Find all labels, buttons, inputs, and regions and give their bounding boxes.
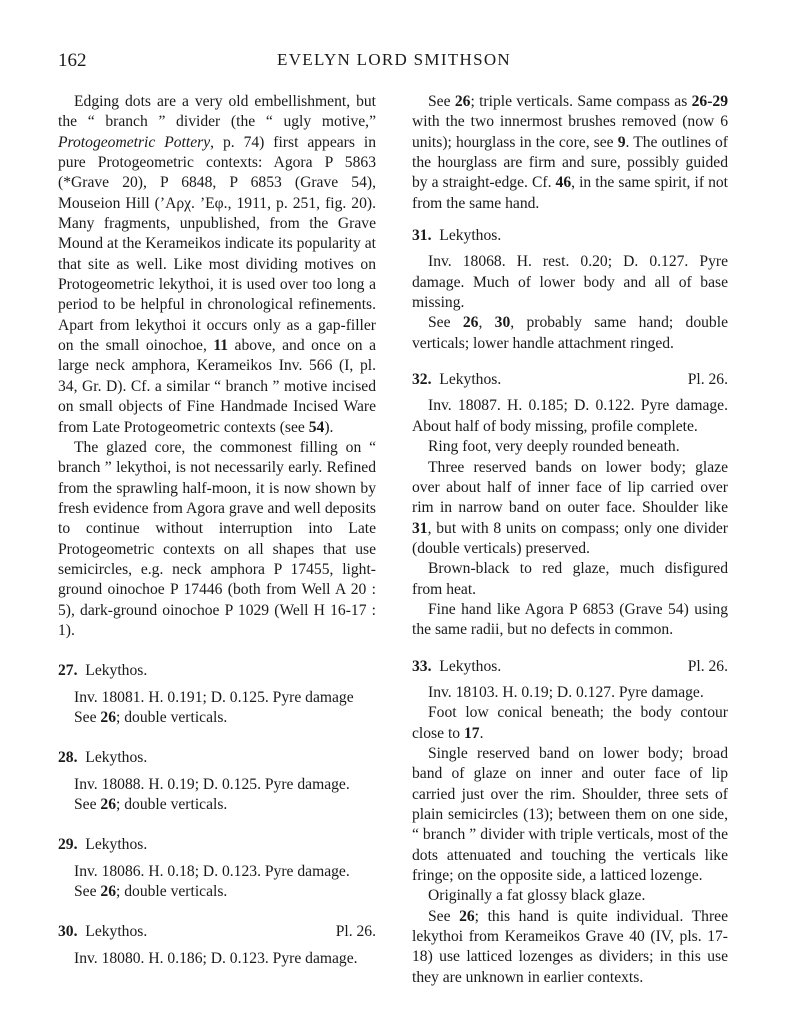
entry-description: Inv. 18103. H. 0.19; D. 0.127. Pyre damage. [428,683,704,701]
paragraph-glazed-core: The glazed core, the commonest filling on “ branch ” lekythoi, is not necessarily early. Refined from the sprawling half-moon, it is now shown by fresh evidence from Agora grave and well deposits to continue without interruption into Late Protogeometric contexts on all shapes that use semicircles, e.g. neck amphora P 17455, light-ground oinochoe P 17446 (both from Well A 20 : 5), dark-ground oinochoe P 1029 (Well H 16-17 : 1). [58,438,376,639]
plate-reference: Pl. 26. [335,923,376,941]
entry-glaze: Originally a fat glossy black glaze. [428,887,646,905]
entry-heading: 33. Lekythos. Pl. 26. [412,657,728,677]
entry-heading: 32. Lekythos. Pl. 26. [412,370,728,390]
entry-number: 31. [412,227,432,245]
entry-number: 29. [58,836,78,854]
entry-glaze: Brown-black to red glaze, much disfigured from heat. [412,560,728,598]
plate-reference: Pl. 26. [687,371,728,389]
catalogue-entry-28 [58,748,376,815]
left-column [58,92,376,969]
entry-description: Inv. 18088. H. 0.19; D. 0.125. Pyre damage. [74,775,350,793]
catalogue-entry-29 [58,835,376,902]
plate-reference: Pl. 26. [687,657,728,675]
entry-attribution: Fine hand like Agora P 6853 (Grave 54) using the same radii, but no defects in common. [412,600,728,639]
entry-decoration: Three reserved bands on lower body; glaze over about half of inner face of lip carried over rim in narrow band on outer face. Shoulder like 31, but with 8 units on compass; only one divider (double verticals) preserved. [412,458,728,557]
entry-number: 27. [58,662,78,680]
entry-description: Inv. 18081. H. 0.191; D. 0.125. Pyre damage [74,688,354,706]
entry-number: 30. [58,923,78,941]
entry-heading: 29. Lekythos. [58,836,148,854]
entry-reference: See 26, 30, probably same hand; double verticals; lower handle attachment ringed. [412,314,728,352]
entry-number: 33. [412,657,432,675]
entry-number: 28. [58,749,78,767]
running-head: EVELYN LORD SMITHSON [277,50,511,69]
entry-reference: See 26; double verticals. [74,796,228,813]
catalogue-entry-30 [58,922,376,969]
entry-number: 32. [412,371,432,389]
entry-description: Inv. 18080. H. 0.186; D. 0.123. Pyre damage. [74,949,358,967]
entry-description: Inv. 18087. H. 0.185; D. 0.122. Pyre damage. About half of body missing, profile complete. [412,397,728,435]
catalogue-entry-31 [412,226,728,354]
entry-heading: 31. Lekythos. [412,227,502,245]
entry-reference: See 26; double verticals. [74,708,228,726]
page-header [58,50,730,76]
entry-foot: Foot low conical beneath; the body contour close to 17. [412,704,728,742]
entry-description: Inv. 18086. H. 0.18; D. 0.123. Pyre damage. [74,862,350,880]
entry-attribution: See 26; this hand is quite individual. Three lekythoi from Kerameikos Grave 40 (IV, pls. 17-18) use latticed lozenges as dividers; in this use they are unknown in earlier contexts. [412,907,728,986]
paragraph-branch-divider: Edging dots are a very old embellishment, but the “ branch ” divider (the “ ugly motive,” Protogeometric Pottery, p. 74) first appears in pure Protogeometric contexts: Agora P 5863 (*Grave 20), P 6848, P 6853 (Grave 54), Mouseion Hill (’Αρχ. ’Εφ., 1911, p. 251, fig. 20). Many fragments, unpublished, from the Grave Mound at the Kerameikos indicate its popularity at that site as well. Like most dividing motives on Protogeometric lekythoi, it is used over too long a period to be helpful in chronological refinements. Apart from lekythoi it occurs only as a gap-filler on the small oinochoe, 11 above, and once on a large neck amphora, Kerameikos Inv. 566 (I, pl. 34, Gr. D). Cf. a similar “ branch ” motive incised on small objects of Fine Handmade Incised Ware from Late Protogeometric contexts (see 54). [58,93,376,436]
entry-30-continuation: See 26; triple verticals. Same compass as 26-29 with the two innermost brushes removed (now 6 units); hourglass in the core, see 9. The outlines of the hourglass are firm and sure, possibly guided by a straight-edge. Cf. 46, in the same spirit, if not from the same hand. [412,93,729,212]
entry-heading: 27. Lekythos. [58,662,148,680]
entry-heading: 28. Lekythos. [58,749,148,767]
entry-description: Inv. 18068. H. rest. 0.20; D. 0.127. Pyre damage. Much of lower body and all of base missing. [412,253,728,312]
entry-foot: Ring foot, very deeply rounded beneath. [428,438,680,456]
right-column [412,92,728,988]
entry-decoration: Single reserved band on lower body; broad band of glaze on inner and outer face of lip carried just over the rim. Shoulder, three sets of plain semicircles (13); between them on one side, “ branch ” divider with triple verticals, most of the dots attenuated and touching the verticals like fringe; on the opposite side, a latticed lozenge. [412,744,728,885]
catalogue-entry-33 [412,657,728,989]
entry-reference: See 26; double verticals. [74,883,228,901]
page-number: 162 [58,50,87,71]
catalogue-entry-27 [58,661,376,728]
entry-heading: 30. Lekythos. Pl. 26. [58,922,376,942]
catalogue-entry-32 [412,370,728,640]
